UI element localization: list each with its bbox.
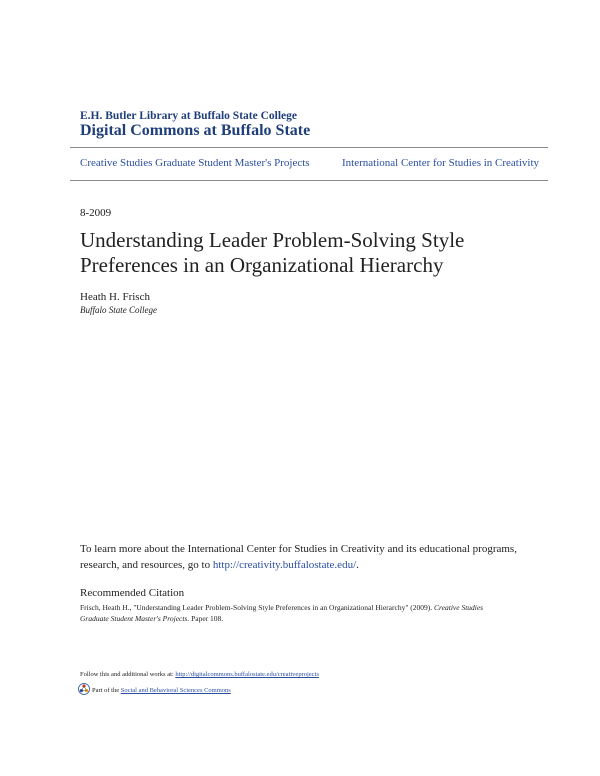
citation-paper-number: Paper 108. bbox=[191, 614, 224, 623]
commons-link[interactable]: Social and Behavioral Sciences Commons bbox=[120, 687, 231, 694]
repository-name: Digital Commons at Buffalo State bbox=[80, 122, 311, 139]
recommended-citation-heading: Recommended Citation bbox=[80, 587, 185, 599]
learn-more-line-1: To learn more about the International Center for Studies in Creativity and its educational programs, bbox=[80, 543, 517, 555]
divider-top bbox=[70, 147, 548, 148]
citation-line-1 bbox=[80, 602, 540, 613]
author-affiliation: Buffalo State College bbox=[80, 305, 157, 315]
title-line-2: Preferences in an Organizational Hierarchy bbox=[80, 253, 444, 277]
follow-link[interactable]: http://digitalcommons.buffalostate.edu/creativeprojects bbox=[175, 671, 319, 678]
author-name: Heath H. Frisch bbox=[80, 291, 150, 303]
library-name: E.H. Butler Library at Buffalo State College bbox=[80, 110, 297, 122]
citation-text bbox=[80, 602, 540, 624]
follow-prefix: Follow this and additional works at: bbox=[80, 671, 174, 678]
learn-more-prefix: research, and resources, go to bbox=[80, 559, 211, 571]
publication-date: 8-2009 bbox=[80, 207, 112, 219]
partof-prefix: Part of the bbox=[92, 687, 120, 694]
learn-more-suffix: . bbox=[356, 559, 359, 571]
follow-line bbox=[80, 671, 319, 678]
creativity-website-link[interactable]: http://creativity.buffalostate.edu/ bbox=[212, 559, 357, 571]
citation-line-2 bbox=[80, 613, 540, 624]
learn-more-line-2 bbox=[80, 557, 530, 573]
department-link[interactable]: International Center for Studies in Creativity bbox=[342, 157, 540, 169]
title-line-1: Understanding Leader Problem-Solving Style bbox=[80, 228, 465, 252]
divider-bottom bbox=[70, 180, 548, 181]
network-icon bbox=[78, 683, 90, 695]
learn-more-paragraph bbox=[80, 541, 530, 573]
part-of-line bbox=[92, 687, 231, 694]
collection-link[interactable]: Creative Studies Graduate Student Master's Projects bbox=[80, 157, 310, 169]
citation-series-1: Creative Studies bbox=[434, 603, 484, 612]
citation-body: Frisch, Heath H., "Understanding Leader Problem-Solving Style Preferences in an Organizational Hierarchy" (2009). bbox=[80, 603, 433, 612]
page-title bbox=[80, 228, 540, 278]
citation-series-2: Graduate Student Master's Projects. bbox=[80, 614, 190, 623]
